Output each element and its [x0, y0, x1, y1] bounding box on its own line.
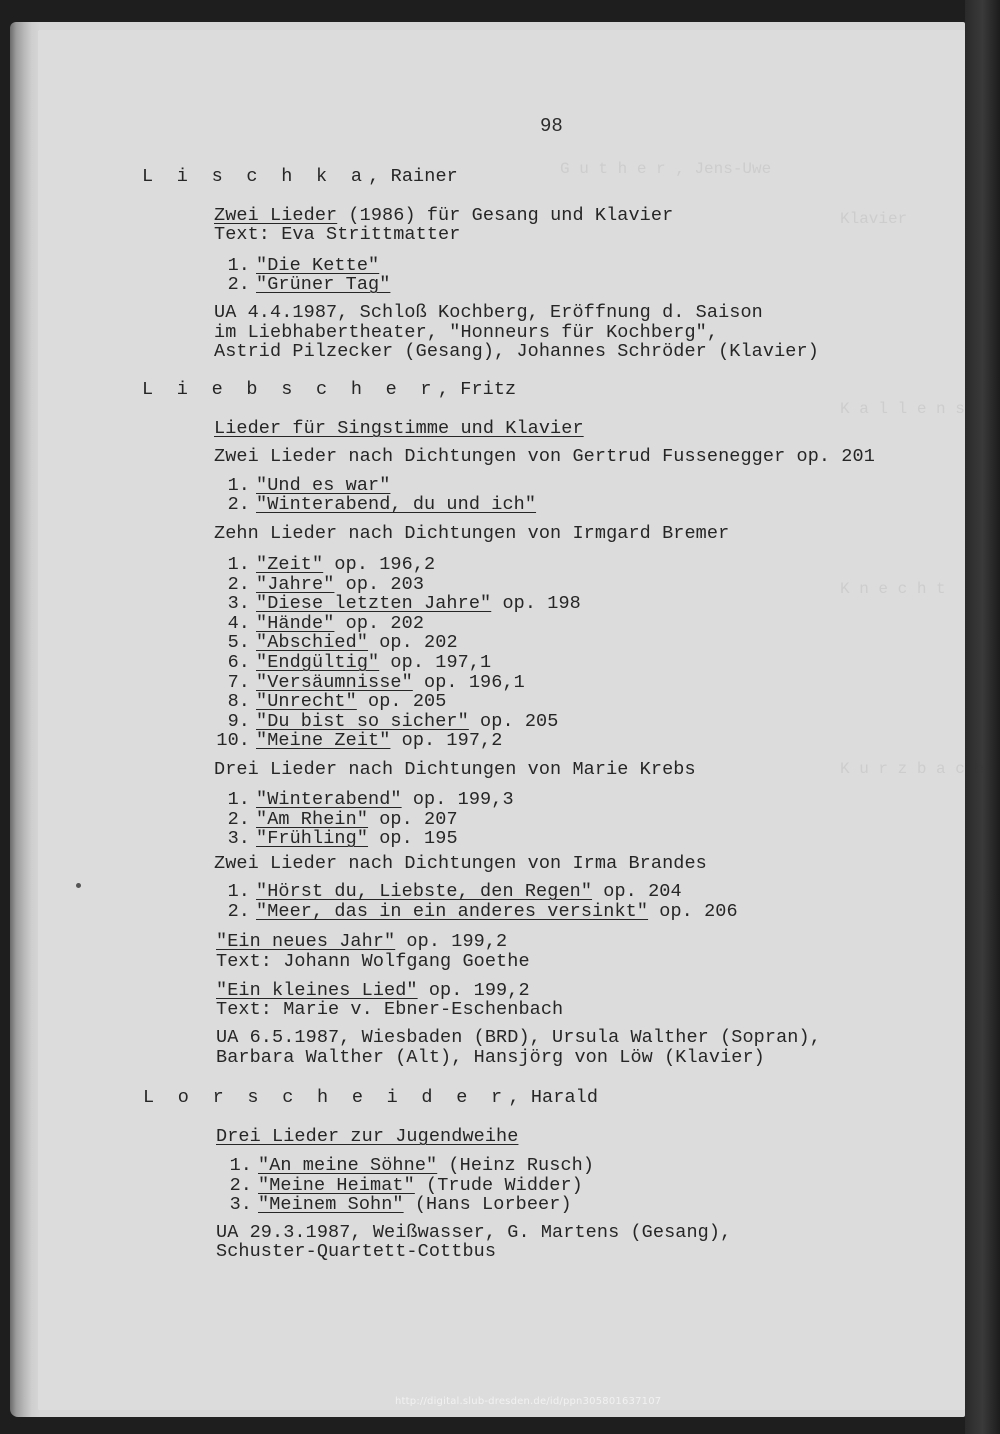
song-number: 2. — [227, 494, 250, 515]
composer-given-name: , Harald — [508, 1087, 599, 1108]
opus-number: op. 197,1 — [379, 652, 492, 673]
opus-number: op. 202 — [334, 612, 425, 634]
opus-number: op. 197,2 — [390, 730, 503, 752]
text-author: Text: Marie v. Ebner-Eschenbach — [216, 999, 564, 1020]
work-line — [216, 1126, 518, 1147]
song-title: "Am Rhein" — [256, 808, 369, 830]
song-number: 1. — [227, 881, 250, 902]
list-item — [214, 711, 558, 732]
song-title: "Meine Heimat" — [258, 1174, 415, 1196]
song-title: "Meer, das in ein anderes versinkt" — [256, 901, 649, 922]
list-item — [214, 574, 424, 595]
song-title: "Die Kette" — [256, 255, 380, 276]
book-edge — [965, 0, 1000, 1434]
song-number: 2. — [227, 573, 250, 595]
opus-number: op. 207 — [368, 808, 458, 830]
song-title: "Du bist so sicher" — [256, 710, 469, 732]
list-item — [214, 554, 435, 575]
song-number: 8. — [227, 691, 250, 713]
work-details: (1986) für Gesang und Klavier — [337, 205, 674, 226]
scan-speck — [76, 883, 81, 888]
opus-number: op. 196,2 — [323, 554, 436, 575]
list-item — [214, 828, 458, 849]
work-title: Zwei Lieder — [214, 205, 338, 226]
list-item — [214, 881, 682, 902]
work-title: Lieder für Singstimme und Klavier — [214, 418, 584, 439]
song-number: 3. — [227, 593, 250, 615]
premiere-line: UA 29.3.1987, Weißwasser, G. Martens (Gesang), — [216, 1222, 732, 1243]
song-number: 10. — [216, 730, 250, 752]
list-item — [214, 652, 491, 673]
opus-number: op. 204 — [592, 881, 682, 902]
list-item — [214, 672, 525, 693]
show-through-text: Klavier — [840, 210, 908, 228]
list-item — [214, 593, 581, 614]
show-through-text: K n e c h t — [840, 580, 946, 598]
work-line — [214, 418, 584, 439]
composer-surname: L i s c h k a — [142, 166, 369, 187]
show-through-text: K a l l e n s — [840, 400, 965, 418]
composer-given-name: , Fritz — [437, 379, 517, 400]
song-number: 1. — [227, 789, 250, 810]
opus-number: op. 198 — [491, 593, 581, 615]
opus-number: op. 202 — [368, 632, 458, 654]
premiere-line: Schuster-Quartett-Cottbus — [216, 1241, 497, 1262]
opus-number: op. 205 — [468, 710, 559, 732]
group-heading: Zwei Lieder nach Dichtungen von Gertrud Fussenegger op. 201 — [214, 446, 875, 467]
premiere-line: Barbara Walther (Alt), Hansjörg von Löw (Klavier) — [216, 1047, 765, 1068]
composer-surname: L o r s c h e i d e r — [143, 1087, 509, 1108]
song-number: 3. — [227, 828, 250, 849]
single-song-line — [216, 931, 507, 952]
song-number: 2. — [227, 808, 250, 830]
list-item — [214, 809, 458, 830]
composer-given-name: , Rainer — [368, 166, 458, 187]
list-item — [214, 632, 458, 653]
page-number: 98 — [540, 115, 563, 137]
song-title: "Frühling" — [256, 828, 369, 849]
composer-heading — [142, 379, 516, 400]
show-through-text: G u t h e r , Jens-Uwe — [560, 160, 772, 178]
song-title: "Abschied" — [256, 632, 369, 654]
text-author: (Hans Lorbeer) — [403, 1194, 572, 1215]
source-url: http://digital.slub-dresden.de/id/ppn305801637107 — [395, 1396, 662, 1407]
list-item — [214, 475, 390, 496]
composer-surname: L i e b s c h e r — [142, 379, 438, 400]
song-number: 5. — [227, 632, 250, 654]
song-title: "Winterabend, du und ich" — [256, 494, 537, 515]
list-item — [214, 494, 536, 515]
group-heading: Zehn Lieder nach Dichtungen von Irmgard Bremer — [214, 523, 730, 544]
opus-number: op. 203 — [334, 573, 425, 595]
text-author: Text: Johann Wolfgang Goethe — [216, 951, 530, 972]
list-item — [214, 613, 424, 634]
song-number: 6. — [227, 652, 250, 673]
song-number: 7. — [227, 671, 250, 693]
song-number: 2. — [229, 1174, 252, 1196]
song-number: 3. — [229, 1194, 252, 1215]
song-number: 1. — [229, 1155, 252, 1176]
song-title: "Jahre" — [256, 573, 335, 595]
song-title: "Und es war" — [256, 475, 391, 496]
song-title: "Hände" — [256, 612, 335, 634]
list-item — [216, 1194, 572, 1215]
text-author: (Heinz Rusch) — [437, 1155, 595, 1176]
song-title: "An meine Söhne" — [258, 1155, 438, 1176]
list-item — [216, 1155, 594, 1176]
premiere-line: UA 4.4.1987, Schloß Kochberg, Eröffnung d. Saison — [214, 302, 763, 323]
song-number: 2. — [227, 274, 250, 295]
song-title: "Unrecht" — [256, 691, 357, 713]
song-title: "Versäumnisse" — [256, 671, 413, 693]
opus-number: op. 199,3 — [401, 789, 514, 810]
list-item — [214, 789, 514, 810]
song-number: 1. — [227, 554, 250, 575]
single-song-line — [216, 980, 530, 1001]
list-item — [214, 901, 738, 922]
song-title: "Meinem Sohn" — [258, 1194, 404, 1215]
composer-heading — [142, 166, 458, 187]
opus-number: op. 199,2 — [417, 980, 530, 1001]
song-number: 1. — [227, 475, 250, 496]
opus-number: op. 206 — [648, 901, 738, 922]
song-number: 9. — [227, 710, 250, 732]
song-title: "Winterabend" — [256, 789, 402, 810]
text-author: (Trude Widder) — [414, 1174, 583, 1196]
list-item — [214, 255, 379, 276]
premiere-line: im Liebhabertheater, "Honneurs für Kochberg", — [214, 322, 719, 343]
work-line — [214, 205, 673, 226]
show-through-text: K u r z b a c h — [840, 760, 985, 778]
song-number: 4. — [227, 612, 250, 634]
song-title: "Endgültig" — [256, 652, 380, 673]
song-title: "Grüner Tag" — [256, 274, 391, 295]
work-title: Drei Lieder zur Jugendweihe — [216, 1126, 519, 1147]
song-title: "Diese letzten Jahre" — [256, 593, 492, 615]
list-item — [214, 274, 390, 295]
group-heading: Zwei Lieder nach Dichtungen von Irma Brandes — [214, 853, 707, 874]
group-heading: Drei Lieder nach Dichtungen von Marie Krebs — [214, 759, 696, 780]
opus-number: op. 195 — [368, 828, 458, 849]
list-item — [216, 1175, 583, 1196]
song-title: "Zeit" — [256, 554, 324, 575]
list-item — [214, 691, 446, 712]
song-title: "Hörst du, Liebste, den Regen" — [256, 881, 593, 902]
premiere-line: UA 6.5.1987, Wiesbaden (BRD), Ursula Walther (Sopran), — [216, 1027, 821, 1048]
composer-heading — [143, 1087, 598, 1108]
song-number: 1. — [227, 255, 250, 276]
list-item — [214, 730, 502, 751]
opus-number: op. 196,1 — [412, 671, 525, 693]
song-number: 2. — [227, 901, 250, 922]
text-author: Text: Eva Strittmatter — [214, 224, 461, 245]
song-title: "Ein kleines Lied" — [216, 980, 418, 1001]
opus-number: op. 205 — [356, 691, 447, 713]
song-title: "Meine Zeit" — [256, 730, 391, 752]
song-title: "Ein neues Jahr" — [216, 931, 396, 952]
premiere-line: Astrid Pilzecker (Gesang), Johannes Schröder (Klavier) — [214, 341, 819, 362]
opus-number: op. 199,2 — [395, 931, 508, 952]
